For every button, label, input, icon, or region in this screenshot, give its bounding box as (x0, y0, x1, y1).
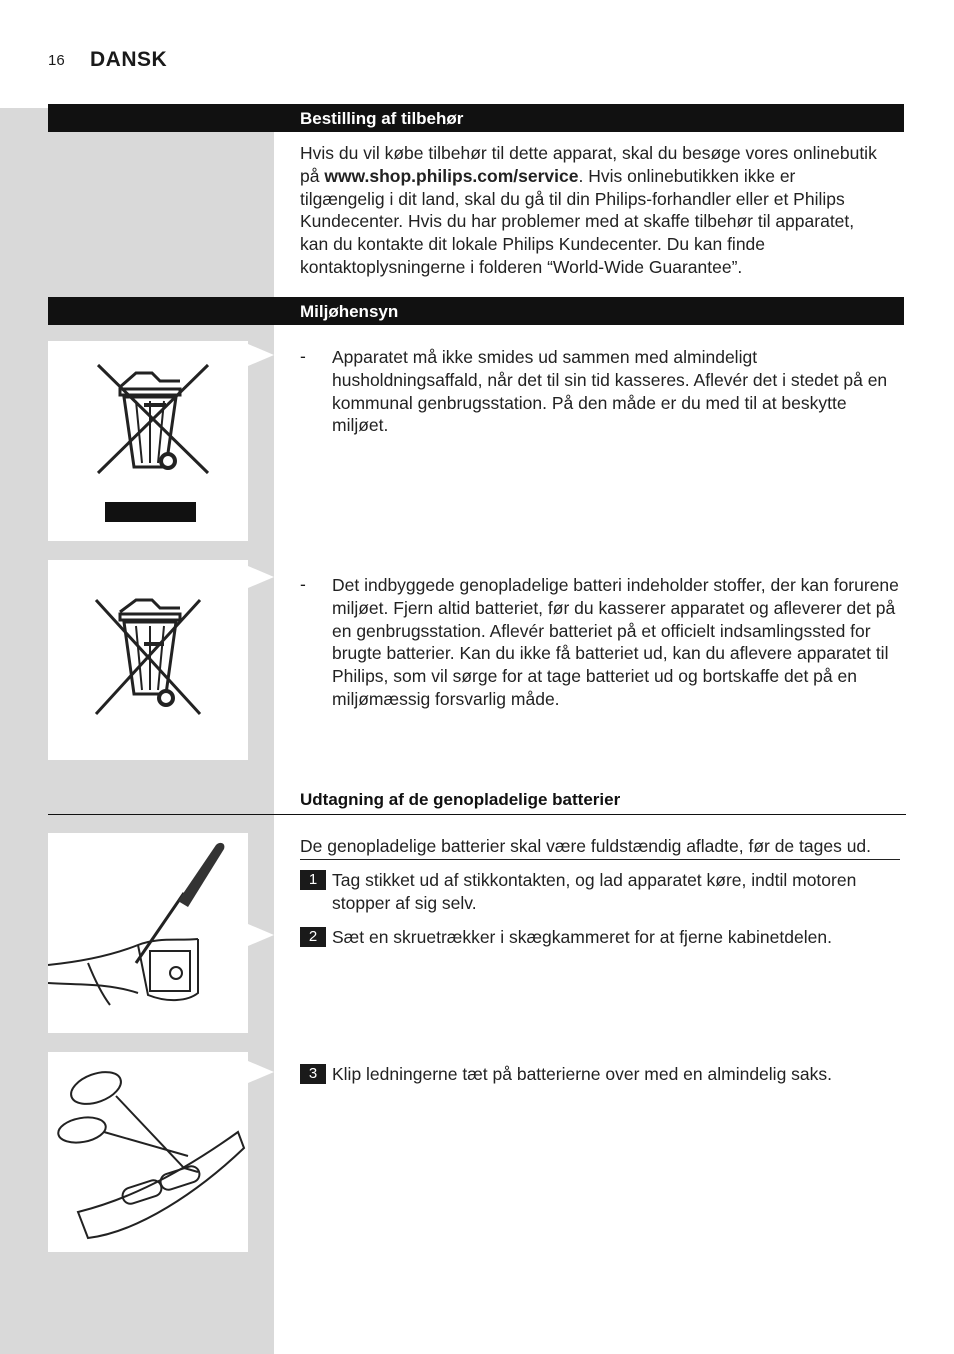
heading-rule (48, 814, 906, 815)
page-language: DANSK (90, 48, 168, 71)
weee-bin-icon (48, 341, 248, 541)
section-header-accessories (48, 104, 904, 132)
scissors-illustration-icon (48, 1052, 248, 1252)
step-3-text: Klip ledningerne tæt på batterierne over med en almindelig saks. (332, 1064, 833, 1084)
bullet-marker: - (300, 574, 306, 594)
step-number: 2 (300, 927, 326, 947)
shop-link[interactable]: www.shop.philips.com/service (324, 165, 579, 186)
illustration-pointer (248, 1061, 274, 1083)
weee-bin-illustration (48, 341, 248, 541)
bullet-marker: - (300, 346, 306, 366)
section-title: Bestilling af tilbehør (300, 109, 464, 128)
page-number: 16 (48, 52, 65, 69)
illustration-pointer (248, 344, 274, 366)
battery-bin-illustration (48, 560, 248, 760)
step-number: 1 (300, 870, 326, 890)
screwdriver-illustration (48, 833, 248, 1033)
accessories-paragraph: Hvis du vil købe tilbehør til dette apparat, skal du besøge vores onlinebutik på www.shop.philips.com/service. Hvis onlinebutikken ikke er tilgængelig i dit land, skal du gå til din Philips-forhandler eller et Philips Kundecenter. Hvis du har problemer med at skaffe tilbehør til apparatet, kan du kontakte dit lokale Philips Kundecenter. Du kan finde kontaktoplysningerne i folderen “World-Wide Guarantee”. (300, 143, 877, 277)
screwdriver-illustration-icon (48, 833, 248, 1033)
section-title: Miljøhensyn (300, 302, 399, 321)
step-1-text: Tag stikket ud af stikkontakten, og lad apparatet køre, indtil motoren stopper af sig selv. (332, 870, 857, 913)
step-number: 3 (300, 1064, 326, 1084)
battery-removal-heading: Udtagning af de genopladelige batterier (300, 790, 621, 809)
battery-bin-icon (48, 560, 248, 760)
battery-intro: De genopladelige batterier skal være fuldstændig afladte, før de tages ud. (300, 835, 900, 860)
environment-bullet-2: Det indbyggede genopladelige batteri indeholder stoffer, der kan forurene miljøet. Fjern altid batteriet, før du kasserer apparatet og afleverer det på en genbrugsstation. Aflevér batteriet på et officielt indsamlingssted for brugte batterier. Kan du ikke få batteriet ud, kan du aflevere apparatet til Philips, som vil sørge for at tage batteriet ud og bortskaffe det på en miljømæssig forsvarlig måde. (332, 575, 899, 709)
step-2-text: Sæt en skruetrækker i skægkammeret for at fjerne kabinetdelen. (332, 927, 832, 947)
scissors-illustration (48, 1052, 248, 1252)
environment-bullet-1: Apparatet må ikke smides ud sammen med almindeligt husholdningsaffald, når det til sin tid kasseres. Aflevér det i stedet på en kommunal genbrugsstation. På den måde er du med til at beskytte miljøet. (332, 347, 888, 436)
section-header-environment (48, 297, 904, 325)
illustration-pointer (248, 566, 274, 588)
illustration-pointer (248, 924, 274, 946)
